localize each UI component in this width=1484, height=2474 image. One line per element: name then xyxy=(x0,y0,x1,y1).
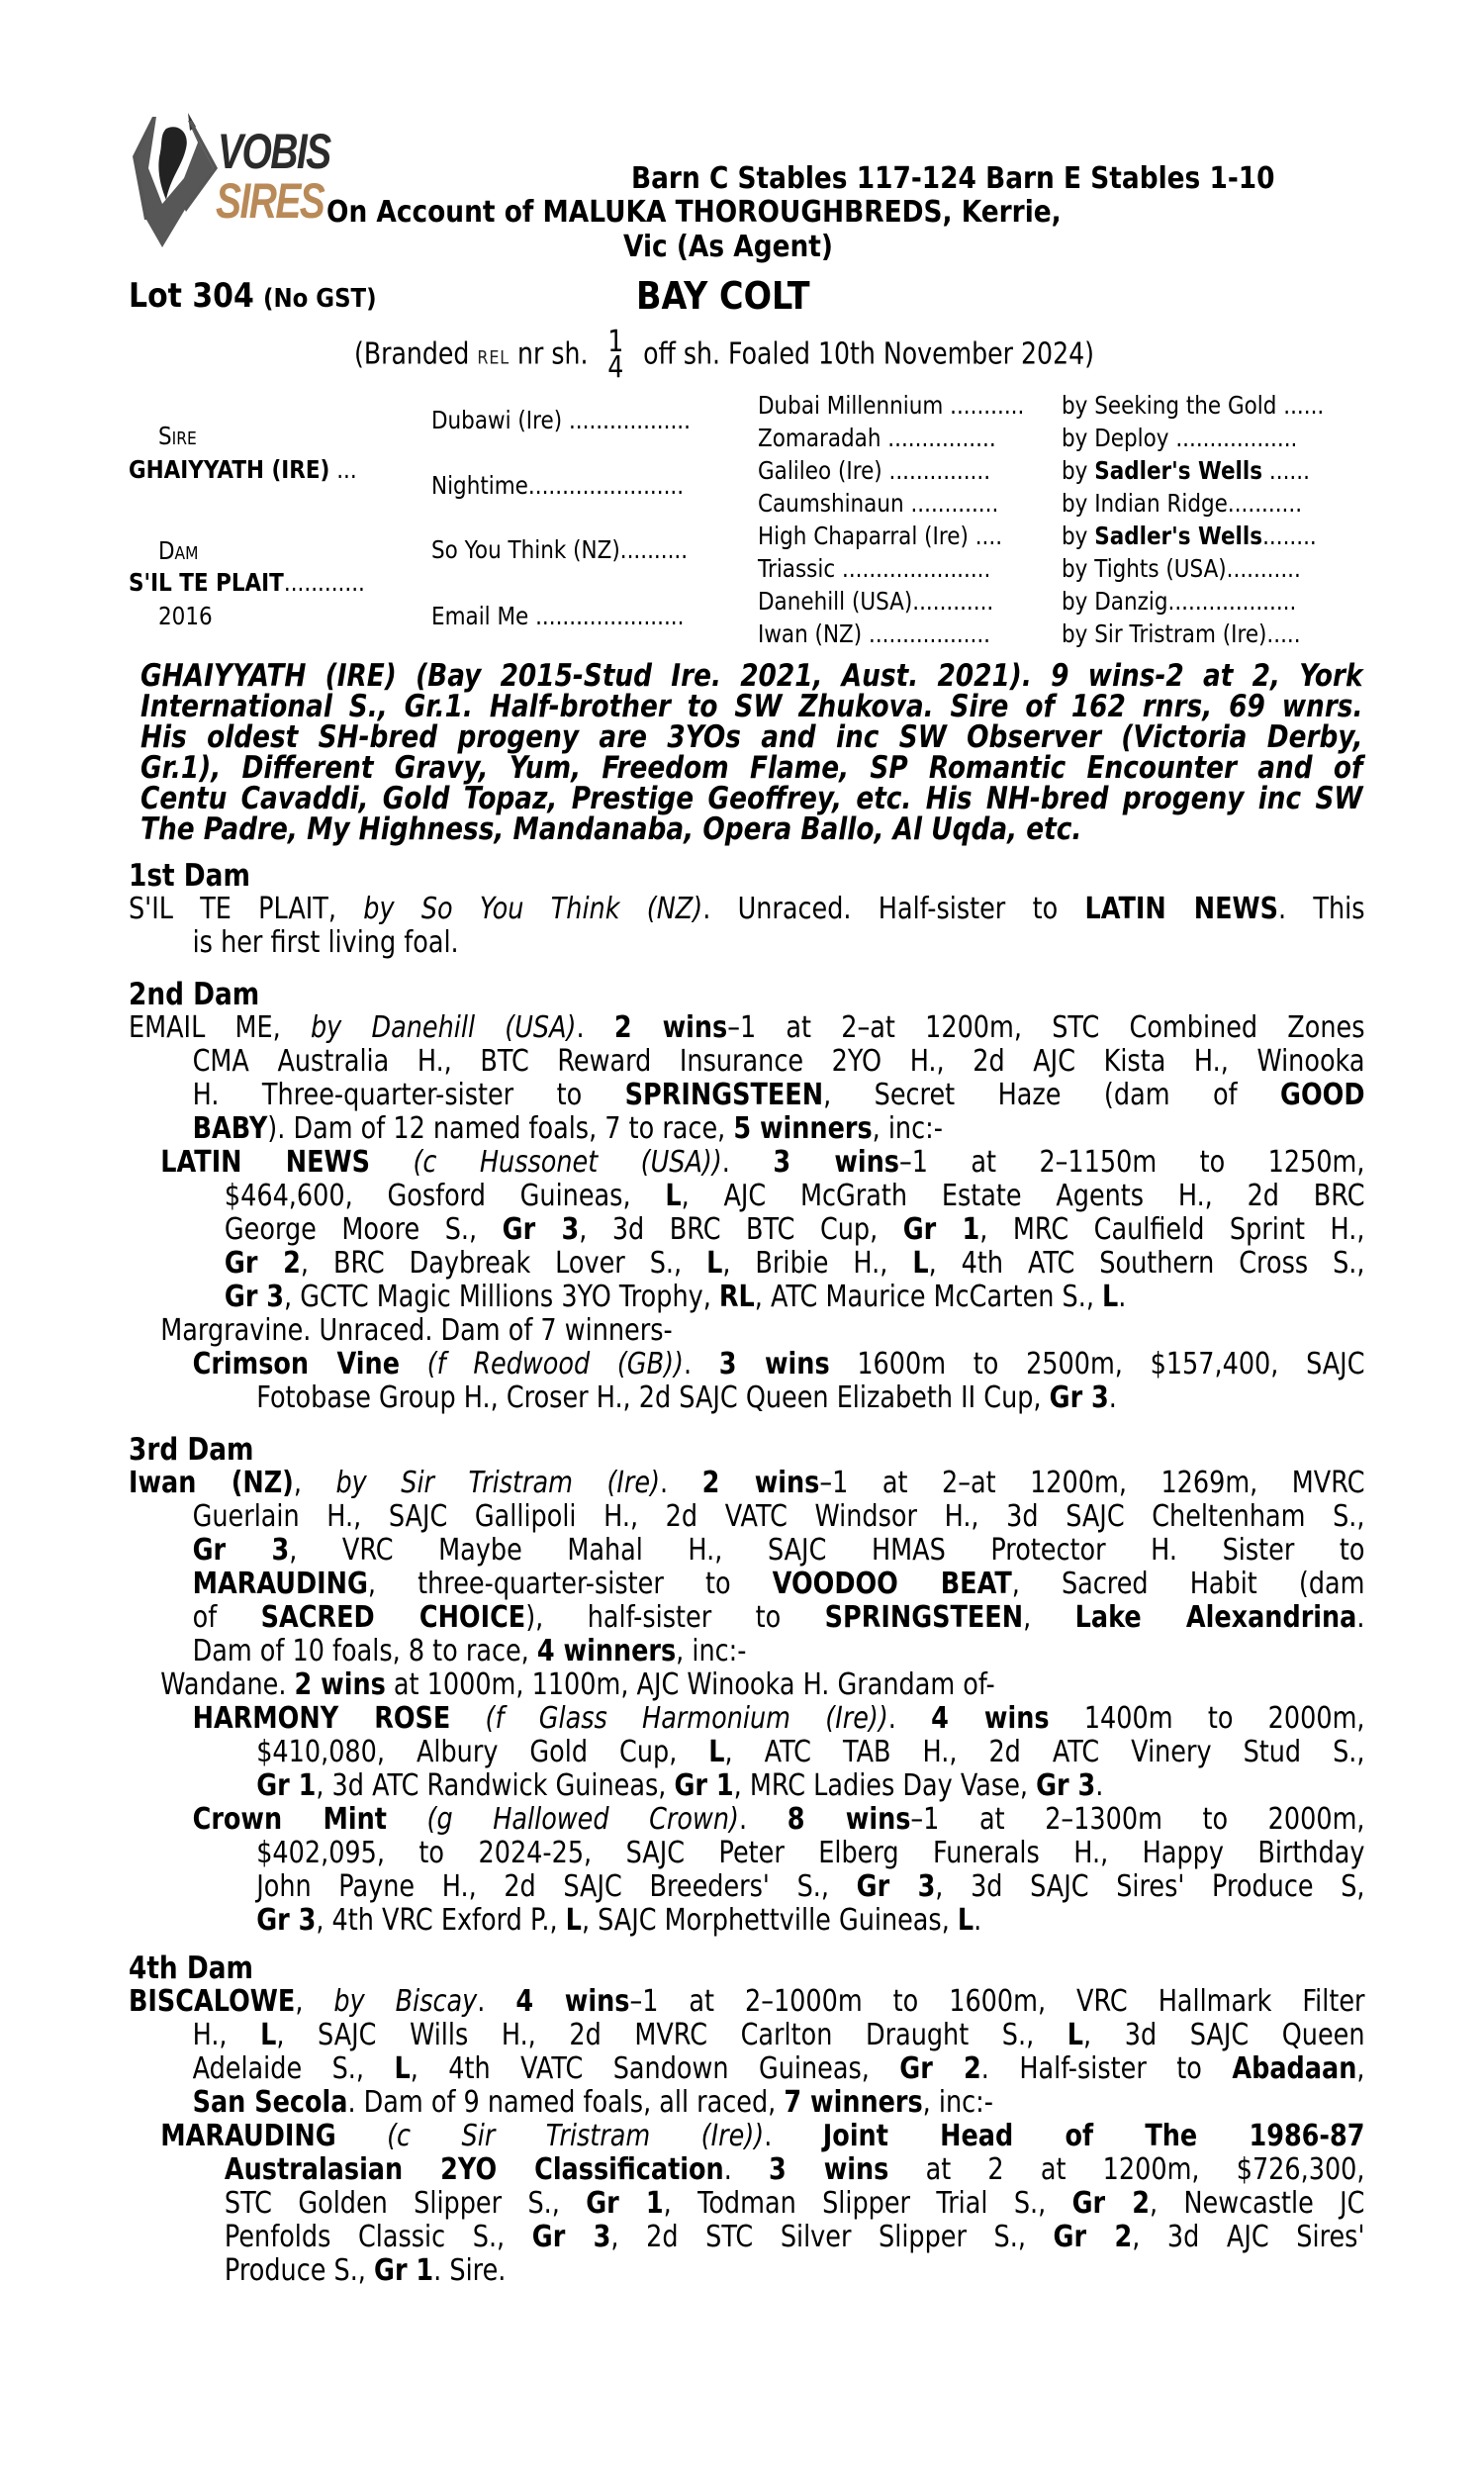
text-run: , Todman Slipper Trial S., xyxy=(663,2186,1072,2221)
text-run: $410,080, Albury Gold Cup, xyxy=(256,1735,709,1769)
text-run: . xyxy=(576,1010,614,1045)
text-run: ), half-sister to xyxy=(525,1600,825,1635)
text-run: (c Hussonet (USA)) xyxy=(370,1145,722,1180)
text-run: L xyxy=(1067,2018,1084,2052)
text-run: L xyxy=(706,1246,723,1281)
pedigree-text: Deploy xyxy=(1094,424,1169,452)
text-run: Gr 1 xyxy=(374,2253,434,2288)
gen3-8: Iwan (NZ) .................. xyxy=(758,619,991,648)
text-run: Australasian 2YO Classification xyxy=(224,2152,724,2187)
logo-text-vobis: VOBIS xyxy=(218,124,330,179)
marauding-line xyxy=(129,2254,1365,2288)
text-run: , 3d SAJC Sires' Produce S, xyxy=(935,1869,1365,1904)
text-run: , 4th ATC Southern Cross S., xyxy=(928,1246,1365,1281)
text-run: , MRC Caulfield Sprint H., xyxy=(979,1212,1365,1247)
fourth-dam-heading: 4th Dam xyxy=(129,1951,253,1986)
text-run: , VRC Maybe Mahal H., SAJC HMAS Protector H. Sister to xyxy=(289,1533,1365,1568)
gen4-5 xyxy=(1062,523,1317,548)
text-run: 7 winners xyxy=(784,2085,923,2120)
sire-summary-line: Gr.1), Different Gravy, Yum, Freedom Flame, SP Romantic Encounter and of xyxy=(140,750,1363,786)
crown-mint-line xyxy=(129,1904,1365,1938)
vendor-line-1: On Account of MALUKA THOROUGHBREDS, Kerrie, xyxy=(326,195,1062,230)
pedigree-text: by xyxy=(1062,456,1095,485)
pedigree-text: by xyxy=(1062,391,1095,420)
text-run: $464,600, Gosford Guineas, xyxy=(224,1179,666,1213)
fraction-denominator: 4 xyxy=(607,350,624,385)
text-run: , 4th VATC Sandown Guineas, xyxy=(410,2051,900,2086)
gen3-2: Zomaradah ................ xyxy=(758,424,996,452)
text-run: L xyxy=(708,1735,725,1769)
text-run: Produce S., xyxy=(224,2253,375,2288)
text-run: by Sir Tristram (Ire) xyxy=(335,1466,661,1500)
gen3-6: Triassic ...................... xyxy=(758,554,991,583)
crown-mint-line: $402,095, to 2024-25, SAJC Peter Elberg Funerals H., Happy Birthday xyxy=(256,1836,1365,1870)
text-run: , Bribie H., xyxy=(722,1246,913,1281)
third-dam-line xyxy=(129,1635,1365,1668)
text-run: by Danehill (USA) xyxy=(310,1010,577,1045)
text-run: Crown Mint xyxy=(192,1802,387,1837)
third-dam-heading: 3rd Dam xyxy=(129,1432,254,1468)
text-run: 1600m to 2500m, $157,400, SAJC xyxy=(829,1347,1365,1381)
text-run: , AJC McGrath Estate Agents H., 2d BRC xyxy=(681,1179,1365,1213)
latin-news-line xyxy=(129,1146,1365,1180)
text-run: , xyxy=(1023,1600,1075,1635)
text-run: Gr 1 xyxy=(674,1768,734,1803)
text-run: Gr 2 xyxy=(899,2051,981,2086)
third-dam-section xyxy=(129,1433,1365,1938)
text-run: H., xyxy=(192,2018,261,2052)
text-run: Gr 3 xyxy=(192,1533,290,1568)
second-dam-section xyxy=(129,978,1365,1415)
pedigree-text: by xyxy=(1062,424,1095,452)
text-run: 8 wins xyxy=(787,1802,911,1837)
text-run: L xyxy=(1102,1280,1119,1314)
text-run: , xyxy=(1356,2051,1365,2086)
text-run: 3 wins xyxy=(718,1347,830,1381)
text-run: Wandane. xyxy=(160,1667,295,1702)
text-run: (f Redwood (GB)) xyxy=(400,1347,684,1381)
text-block xyxy=(129,978,1365,1415)
text-run: –1 at 2–1300m to 2000m, xyxy=(910,1802,1365,1837)
text-run: BISCALOWE xyxy=(129,1984,296,2019)
text-run: , 3d AJC Sires' xyxy=(1132,2220,1365,2254)
latin-news-line xyxy=(129,1213,1365,1247)
first-dam-section xyxy=(129,859,1365,960)
text-run: –1 at 2–1150m to 1250m, xyxy=(898,1145,1365,1180)
stable-location: Barn C Stables 117-124 Barn E Stables 1-10 xyxy=(631,161,1275,196)
sire-summary-line: His oldest SH-bred progeny are 3YOs and inc SW Observer (Victoria Derby, xyxy=(140,719,1363,755)
third-dam-line xyxy=(129,1601,1365,1635)
gen4-1 xyxy=(1062,393,1324,418)
second-dam-line xyxy=(129,1079,1365,1112)
text-run: Gr 3 xyxy=(224,1280,285,1314)
text-block xyxy=(129,859,1365,960)
latin-news-line xyxy=(129,1281,1365,1314)
harmony-rose-line xyxy=(129,1702,1365,1736)
text-run: . Dam of 9 named foals, all raced, xyxy=(347,2085,785,2120)
sire-summary-line: Centu Cavaddi, Gold Topaz, Prestige Geoffrey, etc. His NH-bred progeny inc SW xyxy=(140,781,1363,816)
fourth-dam-line xyxy=(129,2086,1365,2120)
text-run: , 3d SAJC Queen xyxy=(1083,2018,1365,2052)
text-run: 3 wins xyxy=(769,2152,889,2187)
text-run: , GCTC Magic Millions 3YO Trophy, xyxy=(284,1280,719,1314)
pedigree-text: Sir Tristram (Ire) xyxy=(1094,619,1267,648)
text-run: MARAUDING xyxy=(192,1567,368,1601)
text-run: SPRINGSTEEN xyxy=(624,1078,824,1112)
logo-text-sires: SIRES xyxy=(216,173,325,229)
pedigree-text: Tights (USA) xyxy=(1094,554,1227,583)
crimson-vine-line xyxy=(129,1381,1365,1415)
lot-title: BAY COLT xyxy=(636,274,810,318)
fourth-dam-line xyxy=(129,2019,1365,2052)
text-run: LATIN NEWS xyxy=(160,1145,371,1180)
sire-name xyxy=(129,457,357,482)
pedigree-text: by xyxy=(1062,522,1095,550)
text-run: –1 at 2–at 1200m, STC Combined Zones xyxy=(727,1010,1365,1045)
margravine-line: Margravine. Unraced. Dam of 7 winners- xyxy=(160,1313,673,1348)
text-run: . xyxy=(1108,1380,1117,1415)
text-run: Gr 1 xyxy=(902,1212,980,1247)
vobis-sires-logo xyxy=(127,109,330,247)
latin-news-line xyxy=(129,1247,1365,1281)
text-block xyxy=(129,1951,1365,2288)
text-run: . xyxy=(683,1347,719,1381)
text-run: Crimson Vine xyxy=(192,1347,401,1381)
text-run: BABY xyxy=(192,1111,268,1146)
text-run: Gr 3 xyxy=(1049,1380,1109,1415)
text-run: 4 wins xyxy=(931,1701,1050,1736)
text-run: , BRC Daybreak Lover S., xyxy=(300,1246,707,1281)
text-run: Joint Head of The 1986-87 xyxy=(822,2119,1365,2153)
text-run: , xyxy=(295,1984,334,2019)
text-run: 1400m to 2000m, xyxy=(1049,1701,1365,1736)
text-run: San Secola xyxy=(192,2085,348,2120)
second-dam-line xyxy=(129,1011,1365,1045)
third-dam-line xyxy=(129,1568,1365,1601)
second-dam-line: CMA Australia H., BTC Reward Insurance 2YO H., 2d AJC Kista H., Winooka xyxy=(192,1044,1365,1079)
third-dam-line xyxy=(129,1534,1365,1568)
text-run: Lake Alexandrina xyxy=(1074,1600,1357,1635)
text-run: VOODOO BEAT xyxy=(772,1567,1012,1601)
crown-mint-line xyxy=(129,1803,1365,1837)
gen3-4: Caumshinaun ............. xyxy=(758,489,999,518)
third-dam-line: Guerlain H., SAJC Gallipoli H., 2d VATC Windsor H., 3d SAJC Cheltenham S., xyxy=(192,1499,1365,1534)
lot-number xyxy=(129,276,271,316)
gen4-2 xyxy=(1062,426,1297,450)
pedigree-text: Indian Ridge xyxy=(1094,489,1228,518)
pedigree-text: Seeking the Gold xyxy=(1094,391,1277,420)
text-run: by Biscay xyxy=(333,1984,478,2019)
second-dam-heading: 2nd Dam xyxy=(129,977,260,1012)
text-run: . xyxy=(1095,1768,1104,1803)
text-run: –1 at 2–at 1200m, 1269m, MVRC xyxy=(819,1466,1365,1500)
crown-mint-line xyxy=(129,1870,1365,1904)
sire-summary xyxy=(140,658,1363,847)
fraction-numerator: 1 xyxy=(607,325,624,359)
text-run: (f Glass Harmonium (Ire)) xyxy=(450,1701,888,1736)
text-run: . Half-sister to xyxy=(980,2051,1233,2086)
text-run: 3 wins xyxy=(773,1145,899,1180)
text-run: . xyxy=(764,2119,823,2153)
gen4-6 xyxy=(1062,556,1301,581)
text-run: SPRINGSTEEN xyxy=(824,1600,1024,1635)
text-run: (c Sir Tristram (Ire)) xyxy=(335,2119,765,2153)
gen3-7: Danehill (USA)............ xyxy=(758,587,994,616)
pedigree-text: ...... xyxy=(1276,391,1325,420)
text-run: . xyxy=(721,1145,774,1180)
text-run: Gr 2 xyxy=(1053,2220,1133,2254)
pedigree-text: ........... xyxy=(1227,489,1303,518)
gen3-5: High Chaparral (Ire) .... xyxy=(758,522,1003,550)
horse-rider-logo-icon xyxy=(127,109,226,247)
marauding-line xyxy=(129,2221,1365,2254)
text-run: Gr 2 xyxy=(224,1246,301,1281)
text-run: STC Golden Slipper S., xyxy=(224,2186,587,2221)
sire-label: Sire xyxy=(158,422,197,450)
pedigree-text: ........ xyxy=(1262,522,1317,550)
pedigree-text: Sadler's Wells xyxy=(1094,456,1263,485)
text-run: 2 wins xyxy=(294,1667,386,1702)
text-run: HARMONY ROSE xyxy=(192,1701,451,1736)
text-run: , ATC Maurice McCarten S., xyxy=(754,1280,1103,1314)
text-run: Penfolds Classic S., xyxy=(224,2220,532,2254)
text-run: Iwan (NZ) xyxy=(129,1466,294,1500)
fourth-dam-section xyxy=(129,1951,1365,2288)
gen4-3 xyxy=(1062,458,1310,483)
gen3-3: Galileo (Ire) ............... xyxy=(758,456,991,485)
gen4-8 xyxy=(1062,621,1301,646)
text-run: . xyxy=(738,1802,788,1837)
text-run: , Newcastle JC xyxy=(1149,2186,1365,2221)
text-run: , SAJC Wills H., 2d MVRC Carlton Draught S., xyxy=(276,2018,1067,2052)
text-run: 5 winners xyxy=(733,1111,873,1146)
text-block xyxy=(129,1433,1365,1938)
pedigree-text: by xyxy=(1062,619,1095,648)
text-run: Gr 3 xyxy=(1036,1768,1096,1803)
third-dam-line xyxy=(129,1467,1365,1500)
text-run: L xyxy=(394,2051,411,2086)
first-dam-heading: 1st Dam xyxy=(129,858,250,894)
gen2-sire-dam: Nightime....................... xyxy=(431,471,685,500)
text-run: Gr 3 xyxy=(531,2220,611,2254)
text-run: LATIN NEWS xyxy=(1084,892,1278,926)
dam-name-text: S'IL TE PLAIT xyxy=(129,568,284,597)
pedigree-text: ...... xyxy=(1262,456,1310,485)
text-run: Gr 1 xyxy=(256,1768,317,1803)
text-run: H. Three-quarter-sister to xyxy=(192,1078,625,1112)
text-run: George Moore S., xyxy=(224,1212,503,1247)
brand-fraction xyxy=(607,325,624,385)
text-run: MARAUDING xyxy=(160,2119,336,2153)
pedigree-text: ........... xyxy=(1226,554,1301,583)
text-run: Gr 3 xyxy=(256,1903,317,1938)
fourth-dam-line xyxy=(129,2052,1365,2086)
text-run: L xyxy=(957,1903,974,1938)
pedigree-text: ..... xyxy=(1266,619,1301,648)
text-run: 4 wins xyxy=(515,1984,630,2019)
text-run: EMAIL ME, xyxy=(129,1010,311,1045)
sire-summary-line: International S., Gr.1. Half-brother to SW Zhukova. Sire of 162 rnrs, 69 wnrs. xyxy=(140,689,1363,724)
text-run: 2 wins xyxy=(613,1010,728,1045)
text-run: Gr 1 xyxy=(586,2186,664,2221)
text-run: Gr 3 xyxy=(502,1212,580,1247)
text-run: . xyxy=(723,2152,770,2187)
text-run: L xyxy=(565,1903,582,1938)
brand-foaled-line xyxy=(354,325,1094,385)
vendor-line-2: Vic (As Agent) xyxy=(623,230,833,264)
pedigree-text: Sadler's Wells xyxy=(1094,522,1263,550)
text-run: . xyxy=(974,1903,982,1938)
crimson-vine-line xyxy=(129,1348,1365,1381)
text-run: , inc:- xyxy=(922,2085,993,2120)
pedigree-text: by xyxy=(1062,489,1095,518)
text-run: , inc:- xyxy=(872,1111,943,1146)
dam-name xyxy=(129,570,365,595)
text-run: . xyxy=(1118,1280,1127,1314)
dam-label: Dam xyxy=(158,536,199,565)
brand-prefix: (Branded xyxy=(354,336,470,372)
harmony-rose-line xyxy=(129,1769,1365,1803)
text-run: at 1000m, 1100m, AJC Winooka H. Grandam of- xyxy=(385,1667,995,1702)
text-run: , 4th VRC Exford P., xyxy=(316,1903,566,1938)
marauding-line xyxy=(129,2153,1365,2187)
pedigree-text: by xyxy=(1062,587,1095,616)
sire-summary-line: GHAIYYATH (IRE) (Bay 2015-Stud Ire. 2021, Aust. 2021). 9 wins-2 at 2, York xyxy=(140,658,1363,694)
text-run: at 2 at 1200m, $726,300, xyxy=(888,2152,1365,2187)
text-run: (g Hallowed Crown) xyxy=(386,1802,739,1837)
sire-summary-line: The Padre, My Highness, Mandanaba, Opera Ballo, Al Uqda, etc. xyxy=(140,811,1082,847)
wandane-line xyxy=(129,1668,1365,1702)
text-run: , 3d BRC BTC Cup, xyxy=(579,1212,903,1247)
second-dam-line xyxy=(129,1112,1365,1146)
gst-note: (No GST) xyxy=(263,284,377,314)
text-run: Fotobase Group H., Croser H., 2d SAJC Queen Elizabeth II Cup, xyxy=(256,1380,1050,1415)
text-run: , SAJC Morphettville Guineas, xyxy=(581,1903,958,1938)
text-run: L xyxy=(912,1246,929,1281)
brand-mid: nr sh. xyxy=(517,336,589,372)
text-run: , Secret Haze (dam of xyxy=(823,1078,1281,1112)
text-run: Abadaan xyxy=(1232,2051,1357,2086)
gen2-sire-sire: Dubawi (Ire) .................. xyxy=(431,406,691,434)
text-run: RL xyxy=(718,1280,755,1314)
text-run: John Payne H., 2d SAJC Breeders' S., xyxy=(256,1869,857,1904)
brand-mark: REL xyxy=(477,346,510,369)
text-run: SACRED CHOICE xyxy=(260,1600,526,1635)
marauding-line xyxy=(129,2187,1365,2221)
text-run: Gr 3 xyxy=(856,1869,936,1904)
sire-name-text: GHAIYYATH (IRE) xyxy=(129,455,330,484)
text-run: , inc:- xyxy=(676,1634,747,1668)
sire-dots: ... xyxy=(329,455,357,484)
pedigree-text: Danzig xyxy=(1094,587,1168,616)
text-run: of xyxy=(192,1600,261,1635)
text-run: L xyxy=(665,1179,682,1213)
first-dam-line xyxy=(129,893,1365,926)
text-run: . xyxy=(660,1466,702,1500)
brand-suffix: off sh. Foaled 10th November 2024) xyxy=(643,336,1094,372)
pedigree-text: ................... xyxy=(1167,587,1297,616)
text-run: ). Dam of 12 named foals, 7 to race, xyxy=(267,1111,734,1146)
marauding-line xyxy=(129,2120,1365,2153)
dam-dots: ............ xyxy=(283,568,365,597)
gen4-7 xyxy=(1062,589,1296,614)
lot-label: Lot 304 xyxy=(129,276,254,316)
gen3-1: Dubai Millennium ........... xyxy=(758,391,1025,420)
text-run: . xyxy=(477,1984,516,2019)
text-run: , 3d ATC Randwick Guineas, xyxy=(316,1768,675,1803)
text-run: , Sacred Habit (dam xyxy=(1011,1567,1365,1601)
text-run: . Unraced. Half-sister to xyxy=(702,892,1085,926)
text-run: 2 wins xyxy=(701,1466,820,1500)
text-block xyxy=(140,658,1363,847)
text-run: S'IL TE PLAIT, xyxy=(129,892,364,926)
text-run: , xyxy=(293,1466,336,1500)
text-run: Adelaide S., xyxy=(192,2051,395,2086)
text-run: Gr 2 xyxy=(1071,2186,1150,2221)
text-run: –1 at 2–1000m to 1600m, VRC Hallmark Filter xyxy=(629,1984,1365,2019)
text-run: , three-quarter-sister to xyxy=(367,1567,773,1601)
fourth-dam-line xyxy=(129,1985,1365,2019)
text-run: , 2d STC Silver Slipper S., xyxy=(610,2220,1054,2254)
pedigree-text: by xyxy=(1062,554,1095,583)
harmony-rose-line xyxy=(129,1736,1365,1769)
text-run: by So You Think (NZ) xyxy=(363,892,703,926)
pedigree-text: .................. xyxy=(1168,424,1298,452)
gen2-dam-sire: So You Think (NZ).......... xyxy=(431,535,689,564)
text-run: Dam of 10 foals, 8 to race, xyxy=(192,1634,537,1668)
text-run: . xyxy=(1356,1600,1365,1635)
latin-news-line xyxy=(129,1180,1365,1213)
text-run: , ATC TAB H., 2d ATC Vinery Stud S., xyxy=(724,1735,1365,1769)
text-run: GOOD xyxy=(1280,1078,1365,1112)
gen4-4 xyxy=(1062,491,1302,516)
gen2-dam-dam: Email Me ...................... xyxy=(431,602,685,630)
text-run: , MRC Ladies Day Vase, xyxy=(733,1768,1037,1803)
text-run: . xyxy=(887,1701,932,1736)
text-run: 4 winners xyxy=(536,1634,677,1668)
text-run: . Sire. xyxy=(433,2253,507,2288)
text-run: . This xyxy=(1277,892,1365,926)
dam-year: 2016 xyxy=(158,602,213,630)
text-run: L xyxy=(260,2018,277,2052)
first-dam-line: is her first living foal. xyxy=(192,925,459,960)
